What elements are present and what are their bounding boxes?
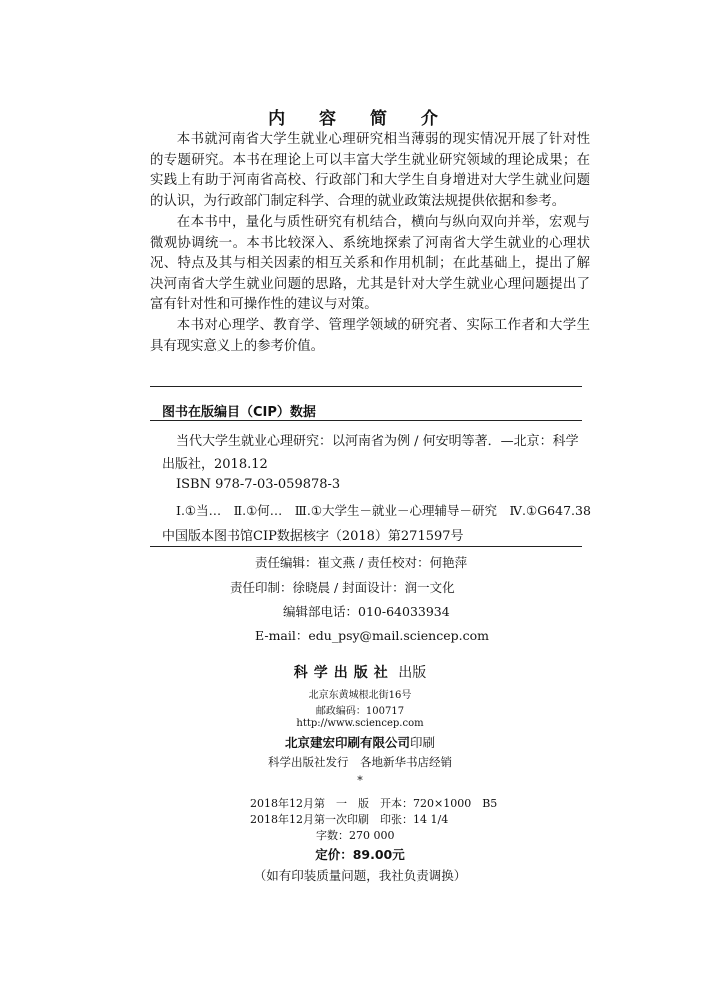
printer-line — [0, 733, 720, 751]
publisher-address: 北京东黄城根北街16号 — [308, 690, 412, 701]
publisher-postcode: 邮政编码：100717 — [315, 706, 405, 717]
spec-wordcount: 字数：270 000 — [316, 829, 395, 842]
credit-email: E-mail：edu_psy@mail.sciencep.com — [255, 628, 489, 643]
credit-editor: 责任编辑：崔文燕 / 责任校对：何艳萍 — [255, 555, 468, 570]
divider-top — [150, 386, 582, 387]
summary-heading: 内 容 简 介 — [268, 109, 452, 129]
distribution-line: 科学出版社发行 各地新华书店经销 — [268, 755, 452, 769]
divider-bottom — [150, 546, 582, 547]
spec-note: （如有印装质量问题，我社负责调换） — [253, 868, 467, 883]
credit-print-supervisor: 责任印制：徐晓晨 / 封面设计：润一文化 — [230, 580, 455, 595]
printer-name: 北京建宏印刷有限公司 — [284, 735, 410, 750]
cip-isbn: ISBN 978-7-03-059878-3 — [176, 477, 341, 492]
publisher-suffix: 出版 — [398, 665, 427, 681]
cip-title-line: 当代大学生就业心理研究：以河南省为例 / 何安明等著．—北京：科学 — [176, 434, 579, 449]
summary-paragraph-3: 本书对心理学、教育学、管理学领域的研究者、实际工作者和大学生具有现实意义上的参考价值。 — [150, 318, 590, 354]
credit-phone: 编辑部电话：010-64033934 — [283, 604, 450, 619]
publisher-line — [0, 662, 720, 682]
cip-classification: Ⅰ.①当… Ⅱ.①何… Ⅲ.①大学生－就业－心理辅导－研究 Ⅳ.①G647.38 — [176, 503, 591, 518]
spec-price: 定价：89.00元 — [315, 847, 405, 862]
printer-suffix: 印刷 — [410, 735, 436, 750]
separator-star: * — [357, 774, 363, 787]
cip-heading-divider — [150, 420, 582, 421]
cip-record: 中国版本图书馆CIP数据核字（2018）第271597号 — [162, 529, 464, 544]
cip-heading: 图书在版编目（CIP）数据 — [162, 405, 316, 420]
spec-printing: 2018年12月第一次印刷 印张：14 1/4 — [250, 813, 449, 826]
summary-paragraph-2: 在本书中，量化与质性研究有机结合，横向与纵向双向并举，宏观与微观协调统一。本书比较深入、系统地探索了河南省大学生就业的心理状况、特点及其与相关因素的相互关系和作用机制；在此基础上，提出了解决河南省大学生就业问题的思路，尤其是针对大学生就业心理问题提出了富有针对性和可操作性的建议与对策。 — [150, 215, 590, 313]
publisher-name: 科学出版社 — [293, 665, 394, 681]
spec-edition: 2018年12月第 一 版 开本：720×1000 B5 — [250, 797, 498, 810]
cip-title-continued: 出版社，2018.12 — [162, 457, 268, 472]
publisher-website: http://www.sciencep.com — [296, 718, 424, 729]
summary-paragraph-1: 本书就河南省大学生就业心理研究相当薄弱的现实情况开展了针对性的专题研究。本书在理论上可以丰富大学生就业研究领域的理论成果；在实践上有助于河南省高校、行政部门和大学生自身增进对大学生就业问题的认识，为行政部门制定科学、合理的就业政策法规提供依据和参考。 — [150, 132, 590, 209]
